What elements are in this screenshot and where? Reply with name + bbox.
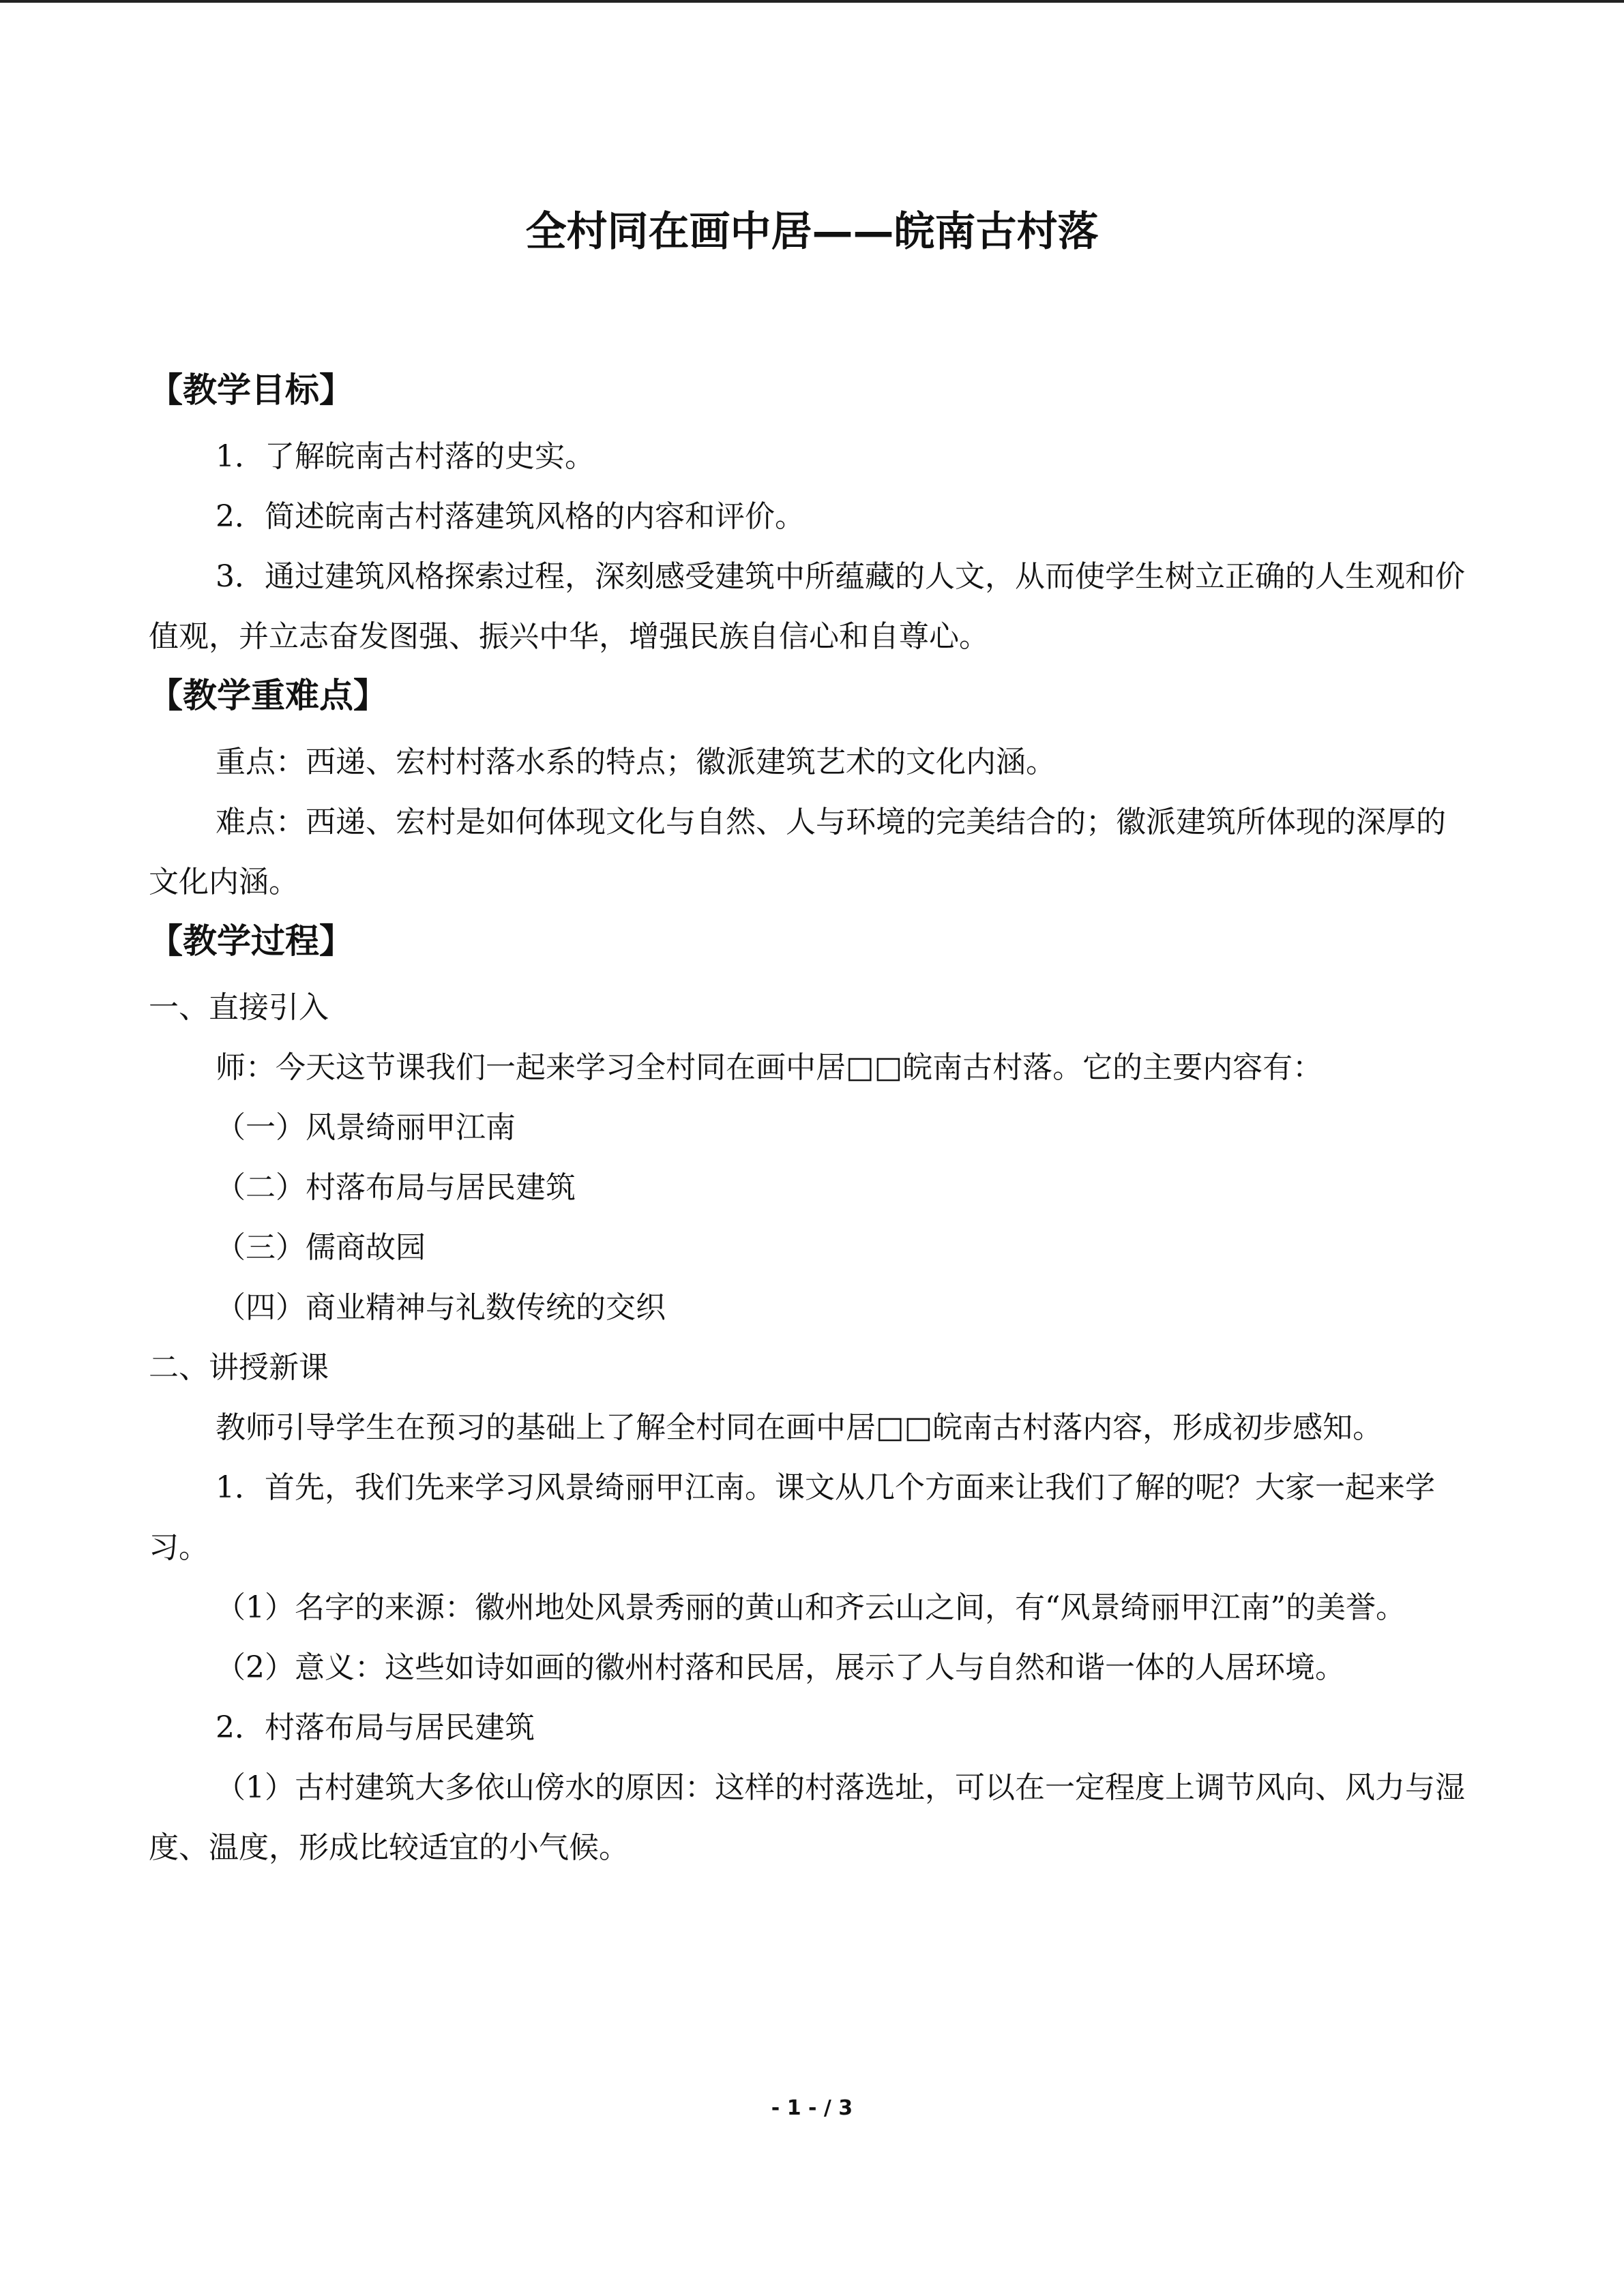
point-paragraph: （1）古村建筑大多依山傍水的原因：这样的村落选址，可以在一定程度上调节风向、风力与湿度、温度，形成比较适宜的小气候。 [149,1770,1465,1865]
objective-item: 2．简述皖南古村落建筑风格的内容和评价。 [216,499,805,534]
spacer [149,259,1475,361]
key-points-heading: 【教学重难点】 [149,676,387,715]
focus-paragraph: 重点：西递、宏村村落水系的特点；徽派建筑艺术的文化内涵。 [216,745,1056,779]
difficulty-paragraph: 难点：西递、宏村是如何体现文化与自然、人与环境的完美结合的；徽派建筑所体现的深厚的文化内涵。 [149,805,1446,899]
point-paragraph: （1）名字的来源：徽州地处风景秀丽的黄山和齐云山之间，有“风景绮丽甲江南”的美誉。 [216,1590,1406,1625]
objectives-heading: 【教学目标】 [149,370,353,410]
section-title: 一、直接引入 [149,990,329,1025]
document-body [149,205,1475,1878]
point-paragraph: 1．首先，我们先来学习风景绮丽甲江南。课文从几个方面来让我们了解的呢？大家一起来学习。 [149,1470,1435,1565]
intro-paragraph: 师：今天这节课我们一起来学习全村同在画中居□□皖南古村落。它的主要内容有： [216,1050,1323,1085]
objective-item: 1．了解皖南古村落的史实。 [216,439,595,474]
outline-item: （三）儒商故园 [216,1230,426,1265]
point-paragraph: （2）意义：这些如诗如画的徽州村落和民居，展示了人与自然和谐一体的人居环境。 [216,1650,1345,1685]
section-title: 二、讲授新课 [149,1350,329,1385]
page-top-border [0,0,1624,3]
outline-item: （一）风景绮丽甲江南 [216,1110,516,1145]
outline-item: （四）商业精神与礼数传统的交织 [216,1290,666,1325]
outline-item: （二）村落布局与居民建筑 [216,1170,576,1205]
page-title: 全村同在画中居——皖南古村落 [525,208,1099,256]
page-number: - 1 - / 3 [771,2096,853,2120]
guide-paragraph: 教师引导学生在预习的基础上了解全村同在画中居□□皖南古村落内容，形成初步感知。 [216,1410,1383,1445]
process-heading: 【教学过程】 [149,921,353,961]
point-paragraph: 2．村落布局与居民建筑 [216,1710,535,1745]
objective-item: 3．通过建筑风格探索过程，深刻感受建筑中所蕴藏的人文，从而使学生树立正确的人生观和价值观，并立志奋发图强、振兴中华，增强民族自信心和自尊心。 [149,559,1465,654]
